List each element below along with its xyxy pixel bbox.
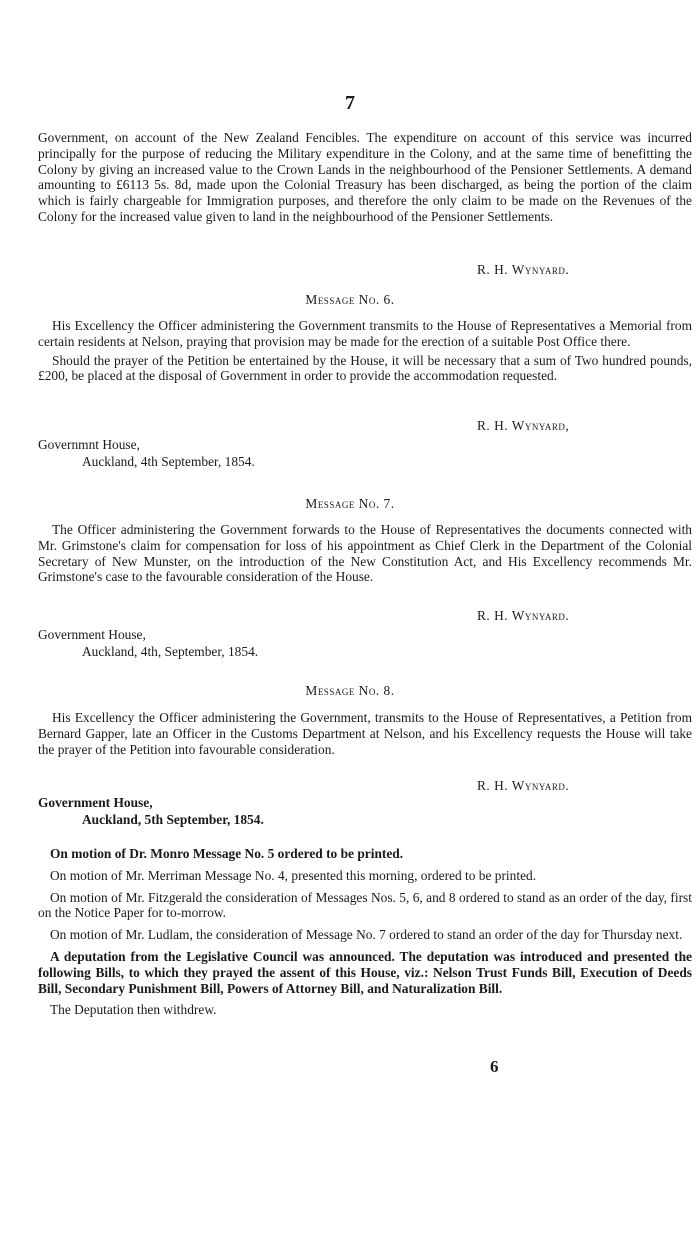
proceedings-paragraph-1: On motion of Dr. Monro Message No. 5 ordered to be printed.: [50, 846, 404, 861]
message-6-heading: Message No. 6.: [305, 292, 395, 307]
message-7-date: Auckland, 4th, September, 1854.: [82, 644, 259, 659]
message-7-house: Government House,: [38, 627, 146, 642]
proceedings-section: [38, 846, 692, 1018]
message-8-paragraph-1: His Excellency the Officer administering the Government, transmits to the House of Representatives, a Petition from Bernard Gapper, late an Officer in the Customs Department at Nelson, and his Excellency requests the House will take the prayer of the Petition into favourable consideration.: [38, 710, 692, 757]
message-6-house: Governmnt House,: [38, 437, 140, 452]
proceedings-paragraph-4: On motion of Mr. Ludlam, the consideration of Message No. 7 ordered to stand an order of the day for Thursday next.: [50, 927, 683, 943]
message-6-paragraph-2: Should the prayer of the Petition be entertained by the House, it will be necessary that a sum of Two hundred pounds, £200, be placed at the disposal of Government in order to provide the accommodation requested.: [38, 352, 692, 384]
proceedings-paragraph-6: The Deputation then withdrew.: [50, 1002, 217, 1018]
message-8-house: Government House,: [38, 795, 153, 810]
message-7-heading: Message No. 7.: [305, 496, 395, 511]
proceedings-paragraph-5: A deputation from the Legislative Council was announced. The deputation was introduced and presented the following Bills, to which they prayed the assent of this House, viz.: Nelson Trust Funds Bill, Execution of Deeds Bill, Secondary Punishment Bill, Powers of Attorney Bill, and Naturalization Bill.: [38, 948, 692, 996]
page-number: 7: [345, 92, 355, 114]
message-8-heading: Message No. 8.: [305, 683, 395, 698]
message-6-signature: R. H. Wynyard,: [477, 418, 570, 433]
proceedings-paragraph-3: On motion of Mr. Fitzgerald the consideration of Messages Nos. 5, 6, and 8 ordered to stand as an order of the day, first on the Notice Paper for to-morrow.: [38, 889, 692, 921]
message-7-paragraph-1: The Officer administering the Government forwards to the House of Representatives the documents connected with Mr. Grimstone's claim for compensation for loss of his appointment as Chief Clerk in the Department of the Colonial Secretary of New Munster, on the introduction of the New Constitution Act, and His Excellency recommends Mr. Grimstone's case to the favourable consideration of the House.: [38, 522, 692, 585]
message-7-body: [38, 522, 692, 585]
message-8-date: Auckland, 5th September, 1854.: [82, 812, 264, 827]
message-8-place: [38, 794, 264, 828]
intro-paragraph: Government, on account of the New Zealand Fencibles. The expenditure on account of this service was incurred principally for the purpose of reducing the Military expenditure in the Colony, and at the same time of benefitting the Colony by giving an increased value to the Crown Lands in the neighbourhood of the Pensioner Settlements. A demand amounting to £6113 5s. 8d, made upon the Colonial Treasury has been discharged, as being the portion of the claim which is fairly chargeable for Immigration purposes, and therefore the only claim to be made on the Revenues of the Colony for the increased value given to land in the neighbourhood of the Pensioner Settlements.: [38, 130, 692, 224]
message-6-body: [38, 318, 692, 384]
intro-signature: R. H. Wynyard.: [477, 262, 570, 277]
proceedings-paragraph-2: On motion of Mr. Merriman Message No. 4, presented this morning, ordered to be printed.: [50, 867, 537, 883]
message-6-date: Auckland, 4th September, 1854.: [82, 454, 255, 469]
message-8-signature: R. H. Wynyard.: [477, 778, 570, 793]
message-6-paragraph-1: His Excellency the Officer administering the Government transmits to the House of Representatives a Memorial from certain residents at Nelson, praying that provision may be made for the erection of a suitable Post Office there.: [38, 318, 692, 349]
intro-section: [38, 130, 692, 225]
message-8-body: [38, 710, 692, 757]
message-7-place: [38, 626, 258, 660]
signature-mark-number: 6: [490, 1057, 499, 1076]
message-7-signature: R. H. Wynyard.: [477, 608, 570, 623]
message-6-place: [38, 436, 255, 470]
